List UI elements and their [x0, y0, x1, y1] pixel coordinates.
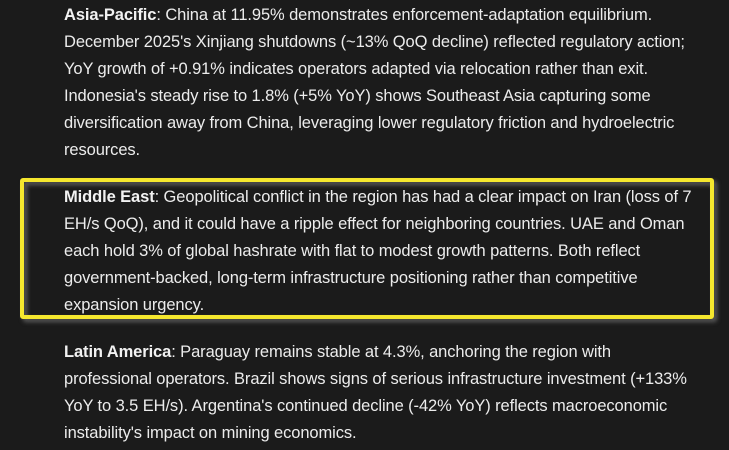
paragraph-latin-america	[64, 339, 700, 447]
paragraph-body-asia-pacific: : China at 11.95% demonstrates enforcement-adaptation equilibrium. December 2025's Xinjiang shutdowns (~13% QoQ decline) reflected regulatory action; YoY growth of +0.91% indicates operators adapted via relocation rather than exit. Indonesia's steady rise to 1.8% (+5% YoY) shows Southeast Asia capturing some diversification away from China, leveraging lower regulatory friction and hydroelectric resources.	[64, 6, 685, 159]
regional-analysis-text	[64, 2, 700, 447]
region-heading-middle-east: Middle East	[64, 188, 155, 206]
paragraph-asia-pacific	[64, 2, 700, 164]
paragraph-middle-east	[64, 184, 700, 319]
region-heading-latin-america: Latin America	[64, 343, 172, 361]
paragraph-body-middle-east: : Geopolitical conflict in the region has had a clear impact on Iran (loss of 7 EH/s QoQ), and it could have a ripple effect for neighboring countries. UAE and Oman each hold 3% of global hashrate with flat to modest growth patterns. Both reflect government-backed, long-term infrastructure positioning rather than competitive expansion urgency.	[64, 188, 692, 314]
paragraph-body-latin-america: : Paraguay remains stable at 4.3%, anchoring the region with professional operators. Brazil shows signs of serious infrastructure investment (+133% YoY to 3.5 EH/s). Argentina's continued decline (-42% YoY) reflects macroeconomic instability's impact on mining economics.	[64, 343, 687, 442]
region-heading-asia-pacific: Asia-Pacific	[64, 6, 157, 24]
